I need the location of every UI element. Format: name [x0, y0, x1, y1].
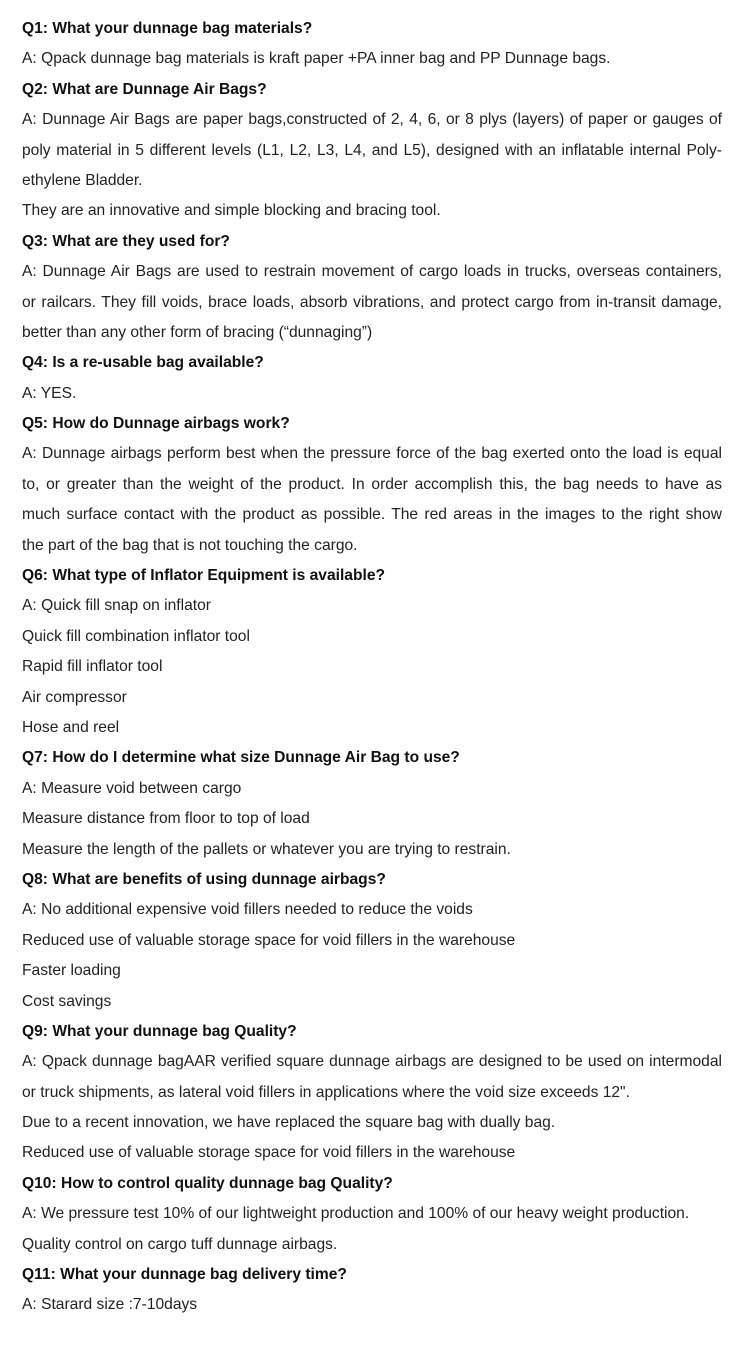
faq-answer-line: much surface contact with the product as possible. The red areas in the images to the right show [22, 506, 722, 524]
faq-answer-line: A: Starard size :7-10days [22, 1296, 198, 1314]
faq-answer-line: Quick fill combination inflator tool [22, 627, 250, 645]
faq-answer-line: A: Quick fill snap on inflator [22, 597, 211, 615]
faq-answer-line: Reduced use of valuable storage space for void fillers in the warehouse [22, 1144, 516, 1162]
faq-answer-line: A: Dunnage Air Bags are used to restrain movement of cargo loads in trucks, overseas containers, [22, 263, 722, 281]
faq-answer-line: They are an innovative and simple blocking and bracing tool. [22, 202, 441, 220]
faq-answer-line: Air compressor [22, 688, 127, 706]
faq-answer-line: Due to a recent innovation, we have replaced the square bag with dually bag. [22, 1114, 556, 1132]
faq-answer-line: A: Qpack dunnage bagAAR verified square dunnage airbags are designed to be used on intermodal [22, 1053, 722, 1071]
faq-answer-line: A: YES. [22, 384, 77, 402]
faq-question: Q5: How do Dunnage airbags work? [22, 415, 290, 433]
faq-answer-line: A: Measure void between cargo [22, 779, 242, 797]
faq-answer-line: Hose and reel [22, 718, 120, 736]
faq-question: Q7: How do I determine what size Dunnage Air Bag to use? [22, 749, 460, 767]
faq-question: Q1: What your dunnage bag materials? [22, 20, 313, 37]
faq-answer-line: the part of the bag that is not touching the cargo. [22, 536, 358, 554]
faq-question: Q9: What your dunnage bag Quality? [22, 1022, 297, 1040]
faq-answer-line: A: No additional expensive void fillers needed to reduce the voids [22, 901, 473, 919]
faq-question: Q10: How to control quality dunnage bag Quality? [22, 1174, 393, 1192]
faq-answer-line: Faster loading [22, 962, 121, 980]
faq-answer-line: A: Qpack dunnage bag materials is kraft paper +PA inner bag and PP Dunnage bags. [22, 50, 611, 68]
faq-answer-line: or railcars. They fill voids, brace loads, absorb vibrations, and protect cargo from in-transit damage, [22, 293, 722, 311]
faq-question: Q6: What type of Inflator Equipment is available? [22, 567, 386, 585]
faq-answer-line: poly material in 5 different levels (L1, L2, L3, L4, and L5), designed with an inflatable internal Poly- [22, 141, 722, 159]
faq-answer-line: Measure the length of the pallets or whatever you are trying to restrain. [22, 840, 511, 858]
faq-answer-line: Measure distance from floor to top of load [22, 810, 310, 828]
faq-question: Q11: What your dunnage bag delivery time? [22, 1266, 347, 1284]
faq-answer-line: better than any other form of bracing (“dunnaging”) [22, 323, 373, 341]
faq-question: Q8: What are benefits of using dunnage airbags? [22, 870, 386, 888]
faq-answer-line: Quality control on cargo tuff dunnage airbags. [22, 1235, 338, 1253]
faq-answer-line: A: We pressure test 10% of our lightweight production and 100% of our heavy weight production. [22, 1205, 690, 1223]
faq-answer-line: ethylene Bladder. [22, 171, 143, 189]
faq-answer-line: or truck shipments, as lateral void fillers in applications where the void size exceeds 12". [22, 1083, 630, 1101]
faq-answer-line: Cost savings [22, 992, 112, 1010]
faq-question: Q3: What are they used for? [22, 232, 230, 250]
faq-answer-line: Rapid fill inflator tool [22, 658, 163, 676]
faq-document [22, 14, 722, 1321]
faq-answer-line: Reduced use of valuable storage space for void fillers in the warehouse [22, 931, 516, 949]
faq-answer-line: A: Dunnage Air Bags are paper bags,constructed of 2, 4, 6, or 8 plys (layers) of paper or gauges of [22, 111, 722, 129]
faq-answer-line: to, or greater than the weight of the product. In order accomplish this, the bag needs to have as [22, 475, 722, 493]
faq-answer-line: A: Dunnage airbags perform best when the pressure force of the bag exerted onto the load is equal [22, 445, 722, 463]
faq-question: Q4: Is a re-usable bag available? [22, 354, 264, 372]
faq-question: Q2: What are Dunnage Air Bags? [22, 80, 267, 98]
